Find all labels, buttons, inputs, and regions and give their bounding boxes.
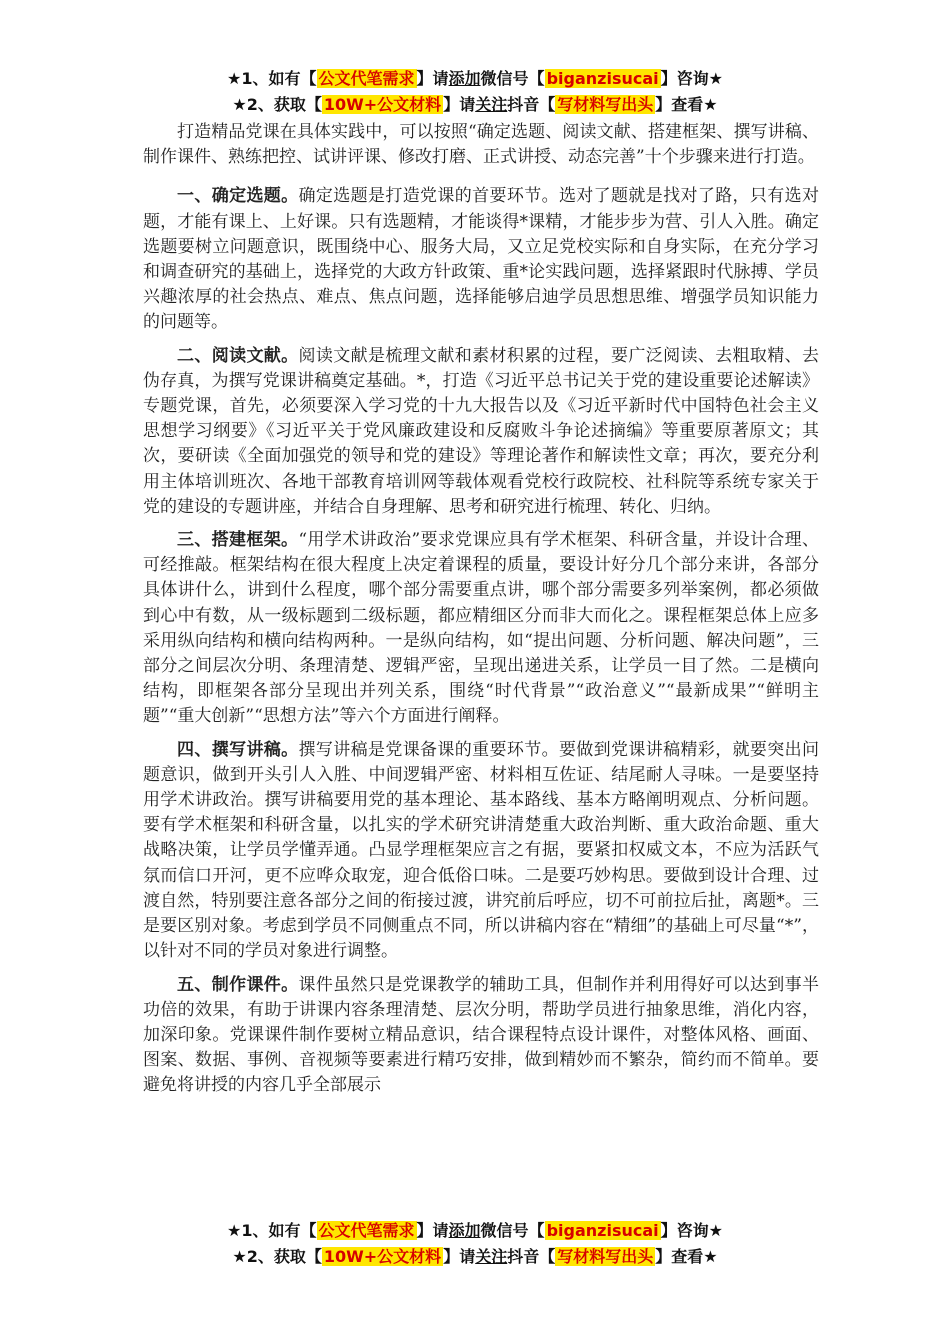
banner-highlight: 写材料写出头 xyxy=(557,1247,654,1266)
section-heading: 五、制作课件。 xyxy=(177,974,299,995)
banner-line-2: ★2、获取【 10W+公文材料 】请关注抖音【 写材料写出头 】查看★ xyxy=(232,95,718,114)
section-heading: 四、撰写讲稿。 xyxy=(177,739,299,760)
section-heading: 一、确定选题。 xyxy=(177,186,299,207)
section-heading: 三、搭建框架。 xyxy=(177,530,299,551)
top-banner xyxy=(0,66,950,118)
banner-highlight: 写材料写出头 xyxy=(557,95,654,114)
banner-highlight: 公文代笔需求 xyxy=(318,69,415,88)
paragraph-1: 一、确定选题。确定选题是打造党课的首要环节。选对了题就是找对了路，只有选对题，才能有课上、上好课。只有选题精，才能谈得*课精，才能步步为营、引人入胜。确定选题要树立问题意识，既围绕中心、服务大局，又立足党校实际和自身实际，在充分学习和调查研究的基础上，选择党的大政方针政策、重*论实践问题，选择紧跟时代脉搏、学员兴趣浓厚的社会热点、难点、焦点问题，选择能够启迪学员思想思维、增强学员知识能力的问题等。 xyxy=(143,186,820,333)
paragraph-2: 二、阅读文献。阅读文献是梳理文献和素材积累的过程，要广泛阅读、去粗取精、去伪存真，为撰写党课讲稿奠定基础。*，打造《习近平总书记关于党的建设重要论述解读》专题党课，首先，必须要深入学习党的十九大报告以及《习近平新时代中国特色社会主义思想学习纲要》《习近平关于党风廉政建设和反腐败斗争论述摘编》等重要原著原文；其次，要研读《全面加强党的领导和党的建设》等理论著作和解读性文章；再次，要充分利用主体培训班次、各地干部教育培训网等载体观看党校行政院校、社科院等系统专家关于党的建设的专题讲座，并结合自身理解、思考和研究进行梳理、转化、归纳。 xyxy=(143,345,820,517)
banner-line-2: ★2、获取【 10W+公文材料 】请关注抖音【 写材料写出头 】查看★ xyxy=(232,1247,718,1266)
bottom-banner xyxy=(0,1218,950,1270)
banner-highlight: 10W+公文材料 xyxy=(323,95,442,114)
document-body xyxy=(143,120,819,1107)
paragraph-intro: 打造精品党课在具体实践中，可以按照“确定选题、阅读文献、搭建框架、撰写讲稿、制作课件、熟练把控、试讲评课、修改打磨、正式讲授、动态完善”十个步骤来进行打造。 xyxy=(143,122,819,168)
banner-highlight: 10W+公文材料 xyxy=(323,1247,442,1266)
banner-highlight: biganzisucai xyxy=(546,1221,659,1240)
paragraph-3: 三、搭建框架。“用学术讲政治”要求党课应具有学术框架、科研含量，并设计合理、可经推敲。框架结构在很大程度上决定着课程的质量，要设计好分几个部分来讲，各部分具体讲什么，讲到什么程度，哪个部分需要重点讲，哪个部分需要多列举案例，都必须做到心中有数，从一级标题到二级标题，都应精细区分而非大而化之。课程框架总体上应多采用纵向结构和横向结构两种。一是纵向结构，如“提出问题、分析问题、解决问题”，三部分之间层次分明、条理清楚、逻辑严密，呈现出递进关系，让学员一目了然。二是横向结构，即框架各部分呈现出并列关系，围绕“时代背景”“政治意义”“最新成果”“鲜明主题”“重大创新”“思想方法”等六个方面进行阐释。 xyxy=(143,530,819,727)
banner-highlight: biganzisucai xyxy=(546,69,659,88)
banner-line-1: ★1、如有【 公文代笔需求 】请添加微信号【 biganzisucai 】咨询★ xyxy=(227,69,723,88)
section-heading: 二、阅读文献。 xyxy=(177,345,299,366)
banner-highlight: 公文代笔需求 xyxy=(318,1221,415,1240)
banner-line-1: ★1、如有【 公文代笔需求 】请添加微信号【 biganzisucai 】咨询★ xyxy=(227,1221,723,1240)
paragraph-5: 五、制作课件。课件虽然只是党课教学的辅助工具，但制作并利用得好可以达到事半功倍的效果，有助于讲课内容条理清楚、层次分明，帮助学员进行抽象思维，消化内容，加深印象。党课课件制作要树立精品意识，结合课程特点设计课件，对整体风格、画面、图案、数据、事例、音视频等要素进行精巧安排，做到精妙而不繁杂，简约而不简单。要避免将讲授的内容几乎全部展示 xyxy=(143,974,820,1096)
paragraph-4: 四、撰写讲稿。撰写讲稿是党课备课的重要环节。要做到党课讲稿精彩，就要突出问题意识，做到开头引人入胜、中间逻辑严密、材料相互佐证、结尾耐人寻味。一是要坚持用学术讲政治。撰写讲稿要用党的基本理论、基本路线、基本方略阐明观点、分析问题。要有学术框架和科研含量，以扎实的学术研究讲清楚重大政治判断、重大政治命题、重大战略决策，让学员学懂弄通。凸显学理框架应言之有据，要紧扣权威文本，不应为活跃气氛而信口开河，更不应哗众取宠，迎合低俗口味。二是要巧妙构思。要做到设计合理、过渡自然，特别要注意各部分之间的衔接过渡，讲究前后呼应，切不可前拉后扯，离题*。三是要区别对象。考虑到学员不同侧重点不同，所以讲稿内容在“精细”的基础上可尽量“*”，以针对不同的学员对象进行调整。 xyxy=(143,739,820,962)
